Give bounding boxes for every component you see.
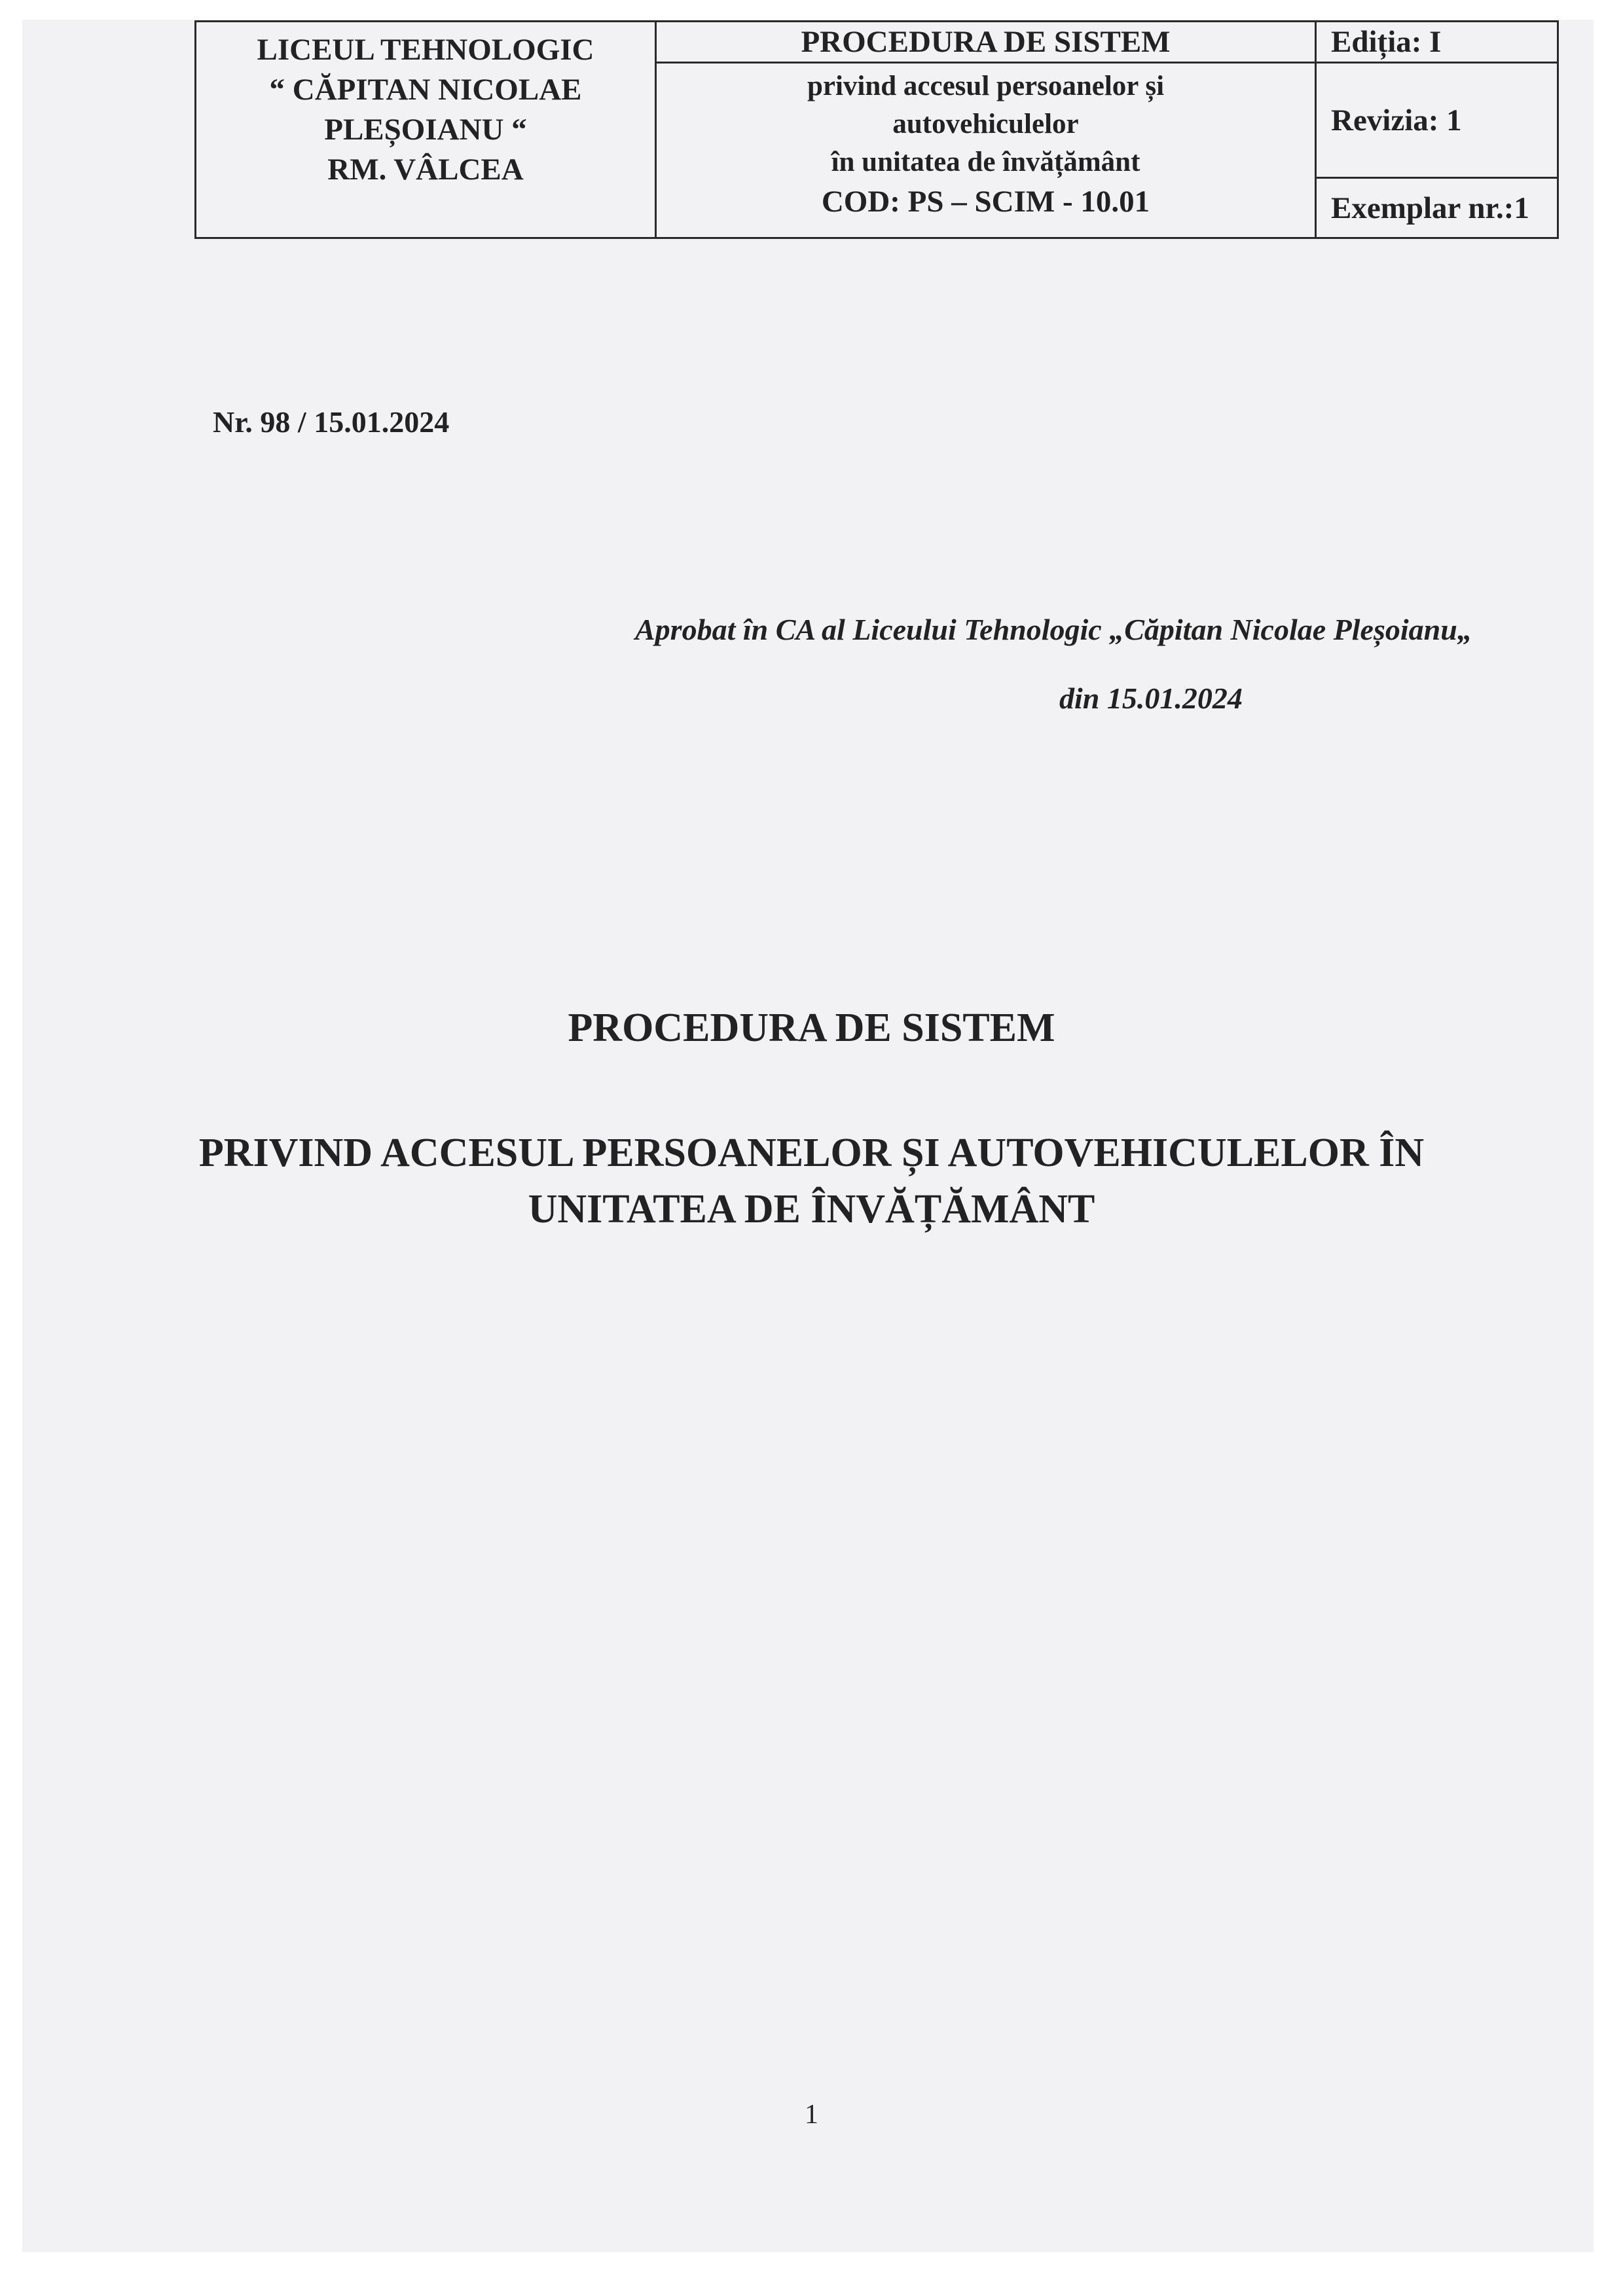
reference-number: Nr. 98 / 15.01.2024 [213, 405, 450, 439]
institution-line: LICEUL TEHNOLOGIC [257, 33, 594, 67]
procedure-title: PROCEDURA DE SISTEM [657, 22, 1315, 64]
procedure-line: în unitatea de învățământ [831, 147, 1140, 177]
procedure-cell [657, 22, 1317, 237]
page-number: 1 [805, 2100, 818, 2130]
subtitle-line: PRIVIND ACCESUL PERSOANELOR ȘI AUTOVEHICULELOR ÎN [198, 1131, 1425, 1175]
document-title: PROCEDURA DE SISTEM [568, 1006, 1055, 1050]
revision-label: Revizia: 1 [1317, 64, 1557, 179]
meta-cell [1317, 22, 1557, 237]
procedure-line: privind accesul persoanelor și [807, 71, 1165, 101]
approval-statement: Aprobat în CA al Liceului Tehnologic „Căpitan Nicolae Pleșoianu„ [635, 613, 1472, 646]
edition-label: Ediția: I [1317, 22, 1557, 64]
procedure-code: COD: PS – SCIM - 10.01 [821, 185, 1150, 219]
document-header-table [194, 20, 1559, 239]
institution-line: “ CĂPITAN NICOLAE [269, 73, 582, 107]
subtitle-line: UNITATEA DE ÎNVĂȚĂMÂNT [528, 1187, 1095, 1231]
institution-line: PLEȘOIANU “ [324, 113, 527, 147]
institution-cell [196, 22, 657, 237]
procedure-line: autovehiculelor [892, 109, 1079, 139]
document-subtitle [0, 1125, 1623, 1237]
institution-line: RM. VÂLCEA [327, 153, 524, 187]
copy-number-label: Exemplar nr.:1 [1331, 191, 1529, 225]
approval-date: din 15.01.2024 [1059, 682, 1243, 715]
